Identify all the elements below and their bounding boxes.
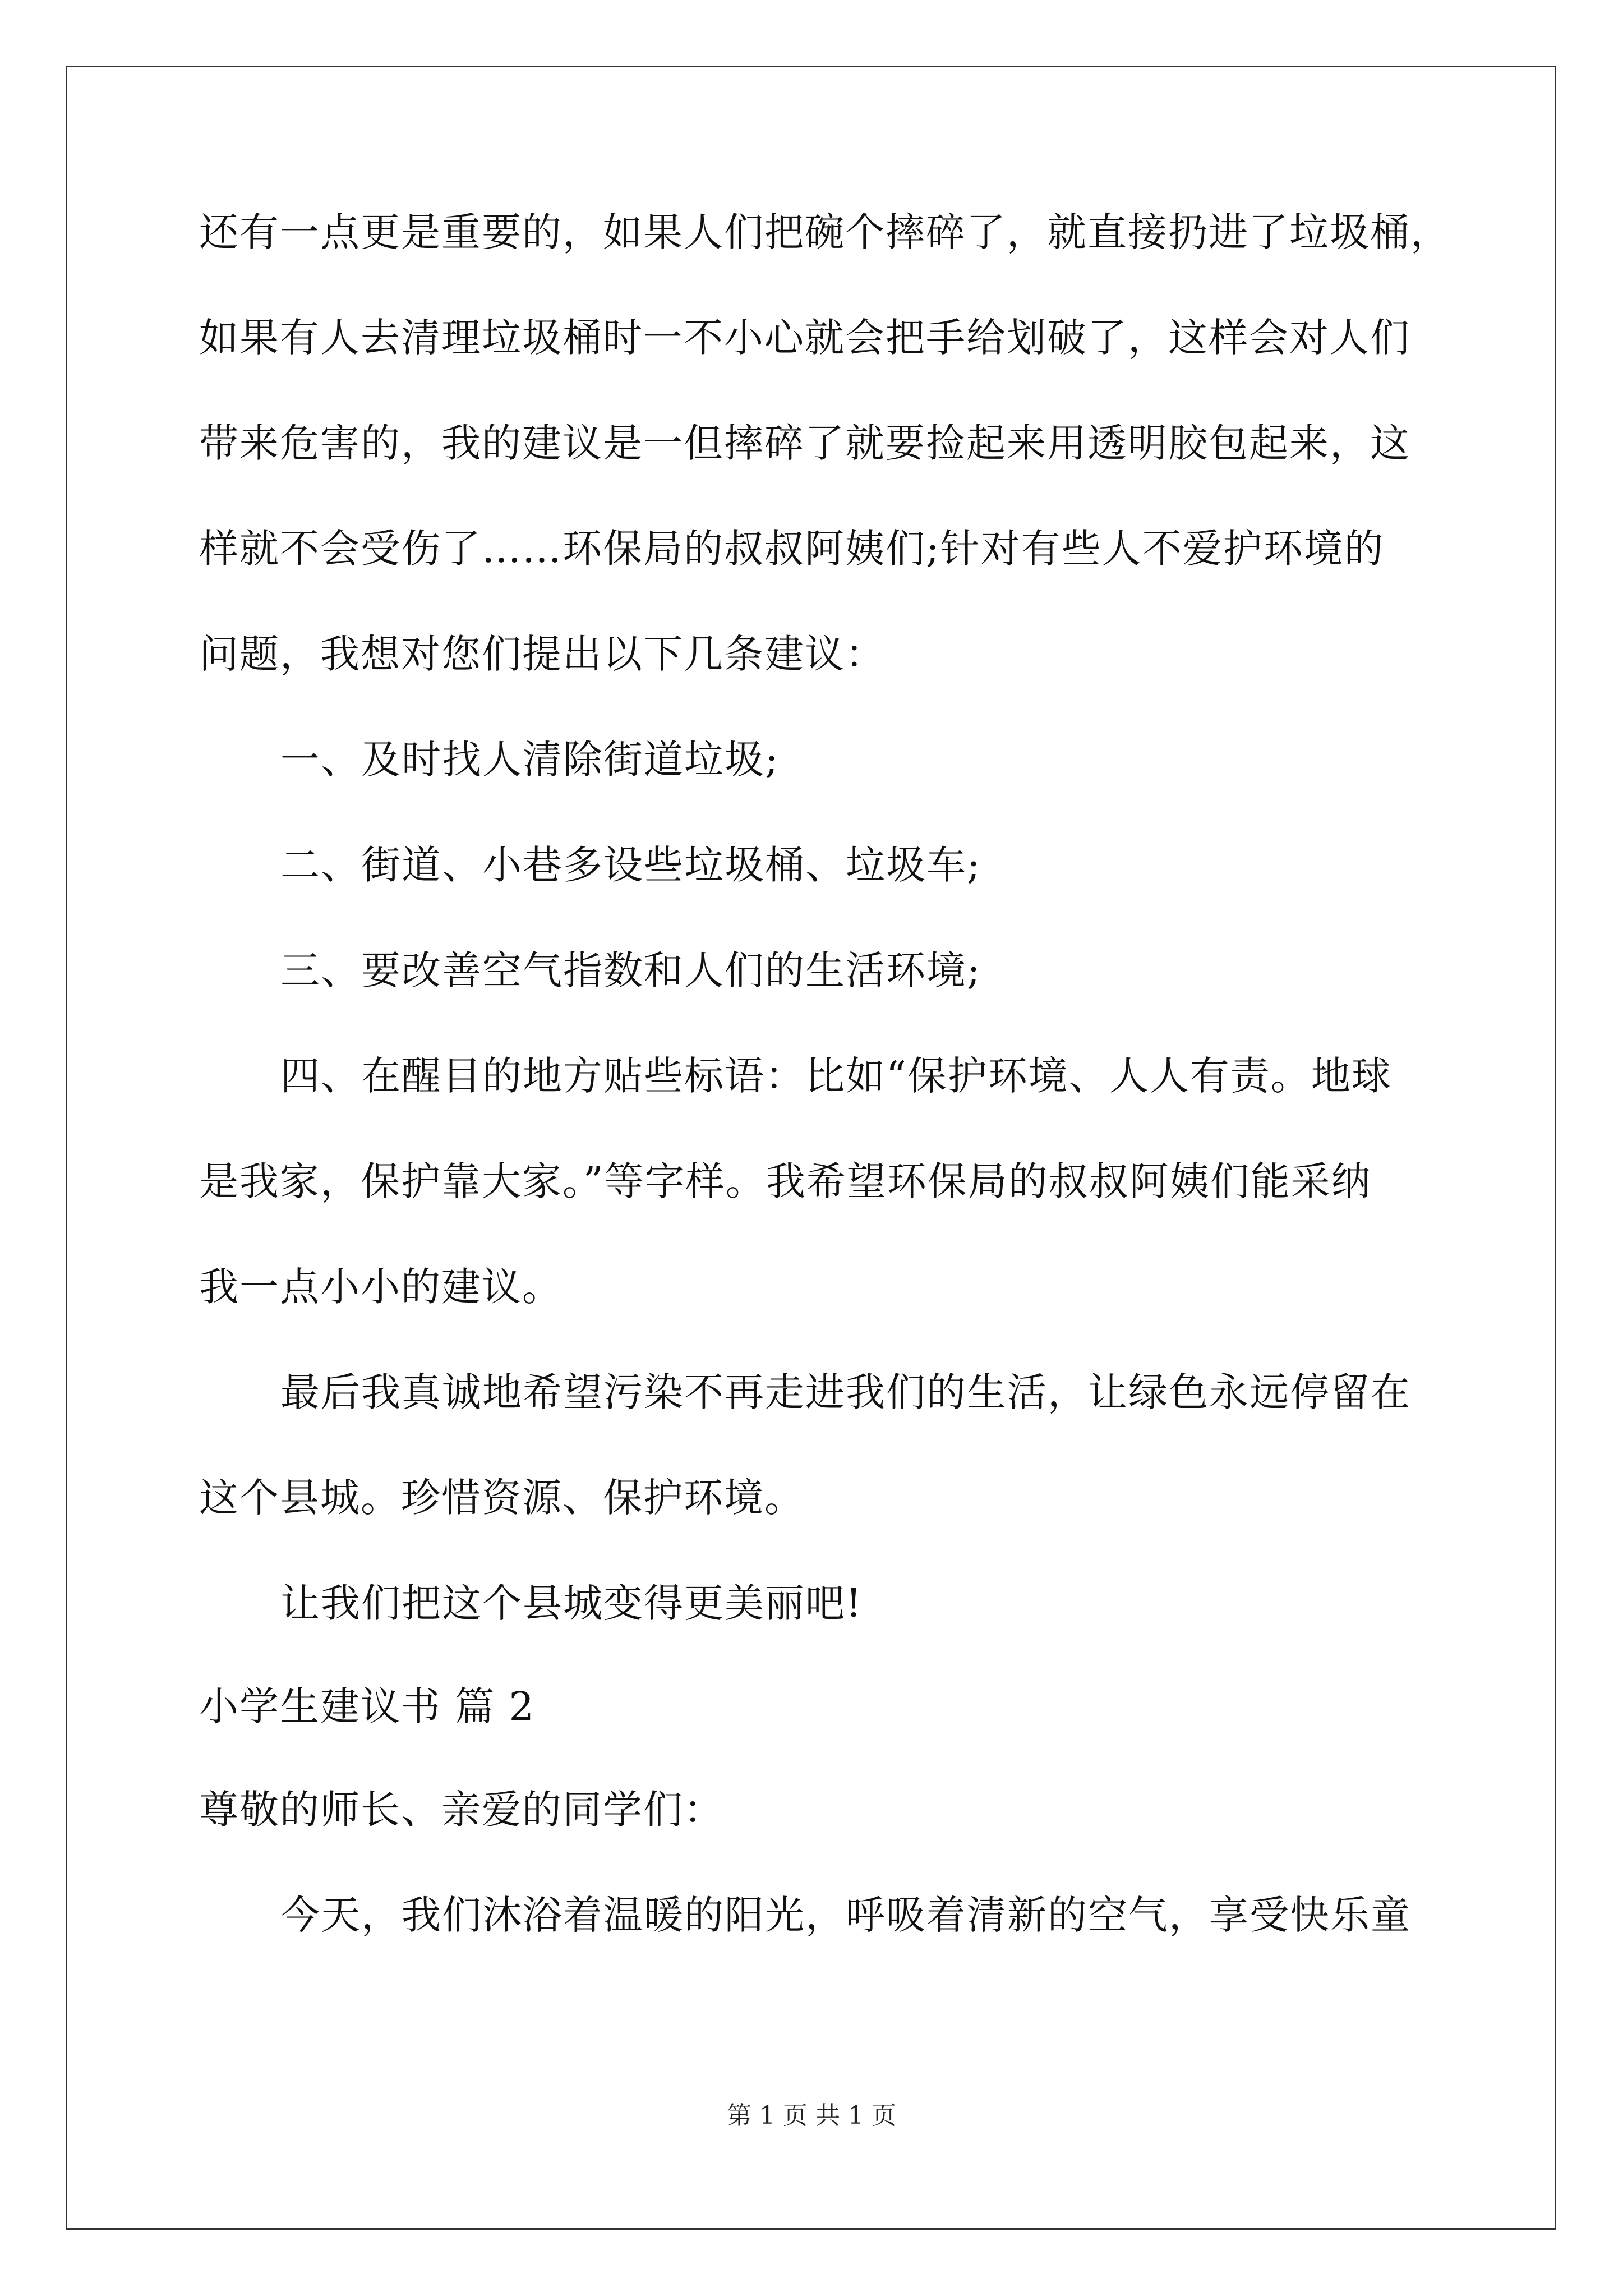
body-text-line: 带来危害的，我的建议是一但摔碎了就要捡起来用透明胶包起来，这 — [199, 420, 1410, 466]
page-footer: 第 1 页 共 1 页 — [727, 2101, 896, 2130]
body-text-line: 样就不会受伤了……环保局的叔叔阿姨们;针对有些人不爱护环境的 — [199, 526, 1385, 572]
body-text-line: 最后我真诚地希望污染不再走进我们的生活，让绿色永远停留在 — [280, 1369, 1411, 1415]
body-text-line: 是我家，保护靠大家。”等字样。我希望环保局的叔叔阿姨们能采纳 — [199, 1158, 1372, 1204]
body-text-line: 今天，我们沐浴着温暖的阳光，呼吸着清新的空气，享受快乐童 — [280, 1892, 1411, 1938]
body-text-line: 问题，我想对您们提出以下几条建议： — [199, 631, 886, 677]
suggestion-item-3: 三、要改善空气指数和人们的生活环境; — [280, 947, 981, 993]
body-text-line: 还有一点更是重要的，如果人们把碗个摔碎了，就直接扔进了垃圾桶， — [199, 209, 1451, 255]
section-heading: 小学生建议书 篇 2 — [199, 1683, 536, 1729]
body-text-line: 让我们把这个县城变得更美丽吧! — [280, 1580, 863, 1626]
suggestion-item-2: 二、街道、小巷多设些垃圾桶、垃圾车; — [280, 842, 981, 888]
salutation: 尊敬的师长、亲爱的同学们： — [199, 1787, 724, 1833]
body-text-line: 如果有人去清理垃圾桶时一不小心就会把手给划破了，这样会对人们 — [199, 315, 1410, 361]
suggestion-item-4: 四、在醒目的地方贴些标语：比如“保护环境、人人有责。地球 — [280, 1053, 1392, 1099]
suggestion-item-1: 一、及时找人清除街道垃圾; — [280, 737, 780, 783]
body-text-line: 我一点小小的建议。 — [199, 1264, 562, 1310]
body-text-line: 这个县城。珍惜资源、保护环境。 — [199, 1475, 805, 1521]
